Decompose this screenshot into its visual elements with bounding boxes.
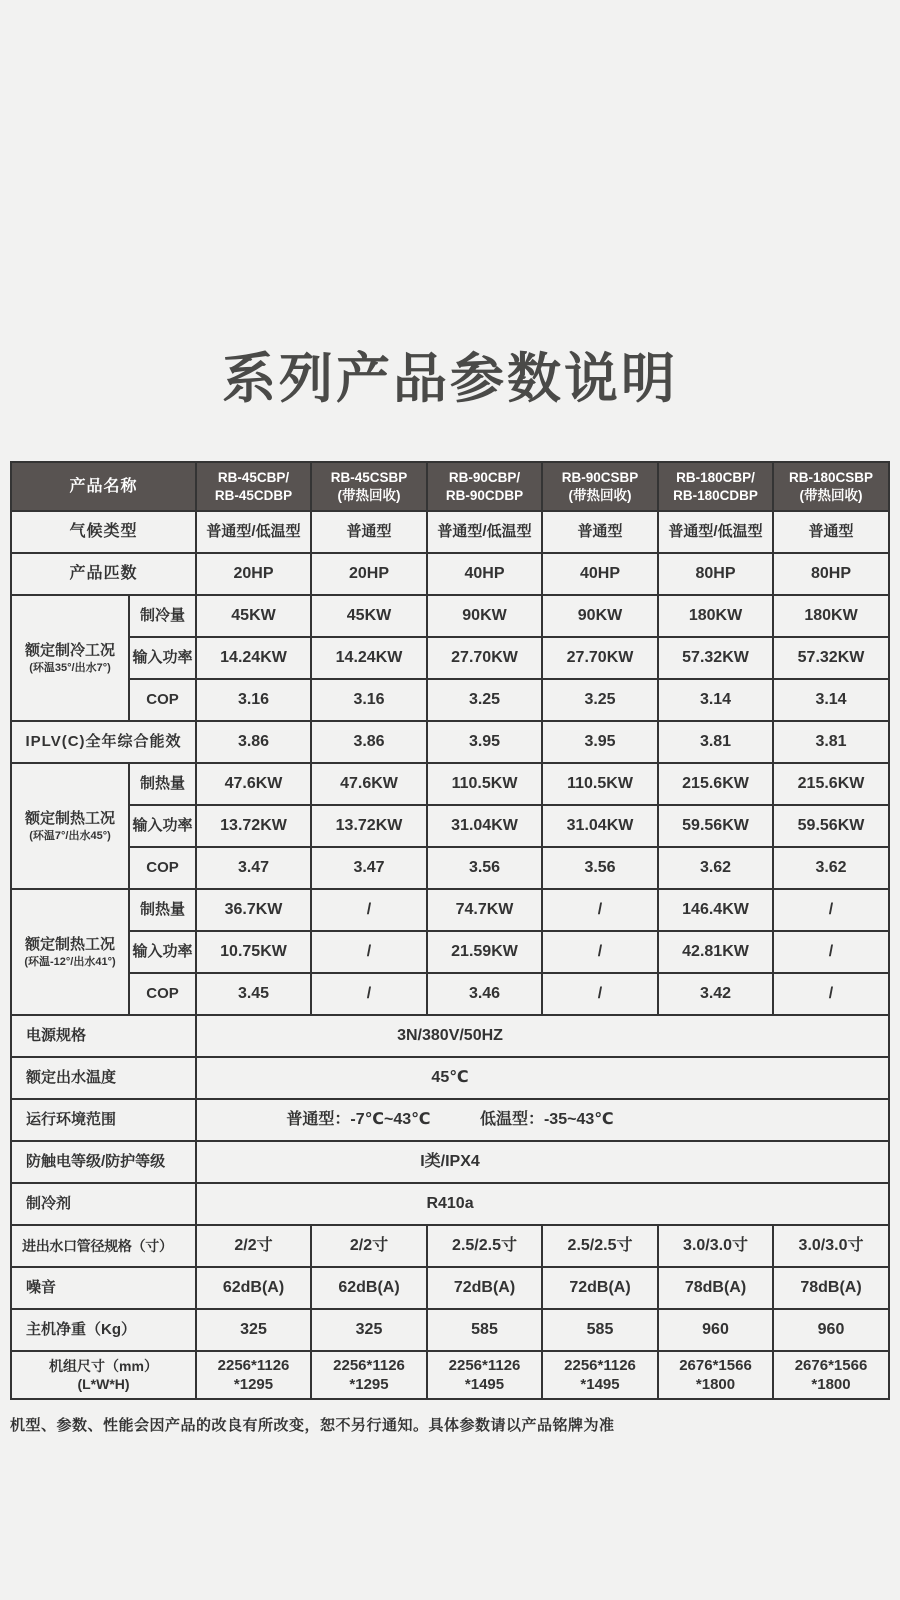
power-row [11, 1015, 889, 1057]
sub-row-label: 输入功率 [129, 931, 196, 973]
spec-value: 325 [311, 1309, 427, 1351]
spec-value: 72dB(A) [427, 1267, 542, 1309]
spec-value: 45KW [311, 595, 427, 637]
spec-value: / [542, 931, 658, 973]
sub-row-label: 制热量 [129, 889, 196, 931]
row-label: 噪音 [11, 1267, 196, 1309]
spec-value: / [773, 931, 889, 973]
spec-value: 3.16 [311, 679, 427, 721]
section-label: 额定制冷工况 (环温35°/出水7°) [11, 595, 129, 721]
spec-value: 普通型 [311, 511, 427, 553]
heating-std-cop-row [11, 847, 889, 889]
sub-row-label: 输入功率 [129, 637, 196, 679]
spec-value: 3.62 [658, 847, 773, 889]
spec-value: / [773, 973, 889, 1015]
spec-value: 215.6KW [658, 763, 773, 805]
row-label: 电源规格 [11, 1015, 196, 1057]
row-label: 额定出水温度 [11, 1057, 196, 1099]
spec-value: 3.14 [658, 679, 773, 721]
spec-value: 3.81 [773, 721, 889, 763]
spec-value: / [773, 889, 889, 931]
spec-value: 585 [542, 1309, 658, 1351]
refrigerant-row [11, 1183, 889, 1225]
section-label: 额定制热工况 (环温-12°/出水41°) [11, 889, 129, 1015]
spec-value: 47.6KW [311, 763, 427, 805]
spec-value: 36.7KW [196, 889, 311, 931]
section-condition: (环温-12°/出水41°) [24, 955, 116, 968]
spec-value: 110.5KW [427, 763, 542, 805]
spec-value: 3.56 [542, 847, 658, 889]
spec-value: 13.72KW [196, 805, 311, 847]
spec-value: 3.47 [311, 847, 427, 889]
spec-value: 3.95 [427, 721, 542, 763]
spec-value: 14.24KW [311, 637, 427, 679]
sub-row-label: 制热量 [129, 763, 196, 805]
spec-value: 146.4KW [658, 889, 773, 931]
spec-value: 普通型 [542, 511, 658, 553]
cooling-cop-row [11, 679, 889, 721]
spec-value: 57.32KW [773, 637, 889, 679]
spec-value: 960 [773, 1309, 889, 1351]
row-label: 防触电等级/防护等级 [11, 1141, 196, 1183]
spec-value: 90KW [427, 595, 542, 637]
spec-value: 普通型/低温型 [427, 511, 542, 553]
spec-value: 3.0/3.0寸 [658, 1225, 773, 1267]
iplv-row [11, 721, 889, 763]
spec-value: 2676*1566 *1800 [658, 1351, 773, 1399]
range-low: 低温型：-35~43℃ [479, 1111, 614, 1129]
cooling-input-row [11, 637, 889, 679]
spec-value: 80HP [658, 553, 773, 595]
spec-value: 80HP [773, 553, 889, 595]
spec-value: 2256*1126 *1295 [196, 1351, 311, 1399]
spec-value: 78dB(A) [773, 1267, 889, 1309]
spec-value: 180KW [773, 595, 889, 637]
spec-value: 3.46 [427, 973, 542, 1015]
spec-value: 72dB(A) [542, 1267, 658, 1309]
row-label: 机组尺寸（mm） (L*W*H) [11, 1351, 196, 1399]
row-label: 进出水口管径规格（寸） [11, 1225, 196, 1267]
spec-value: 110.5KW [542, 763, 658, 805]
row-label: IPLV(C)全年综合能效 [11, 721, 196, 763]
noise-row [11, 1267, 889, 1309]
row-label: 产品匹数 [11, 553, 196, 595]
spec-value: 3.42 [658, 973, 773, 1015]
spec-value: 78dB(A) [658, 1267, 773, 1309]
spec-value: 62dB(A) [196, 1267, 311, 1309]
spec-value: 74.7KW [427, 889, 542, 931]
spec-value-merged: 3N/380V/50HZ [196, 1015, 889, 1057]
spec-value: 3.45 [196, 973, 311, 1015]
heating-low-cop-row [11, 973, 889, 1015]
spec-value: 3.81 [658, 721, 773, 763]
spec-value: 3.86 [196, 721, 311, 763]
model-header: RB-45CSBP (带热回收) [311, 462, 427, 511]
spec-value: 42.81KW [658, 931, 773, 973]
spec-value: 2256*1126 *1295 [311, 1351, 427, 1399]
spec-value: / [311, 889, 427, 931]
spec-value: 3.95 [542, 721, 658, 763]
climate-row [11, 511, 889, 553]
model-header: RB-180CSBP (带热回收) [773, 462, 889, 511]
row-label: 运行环境范围 [11, 1099, 196, 1141]
spec-value: 21.59KW [427, 931, 542, 973]
corner-header: 产品名称 [11, 462, 196, 511]
spec-value: 180KW [658, 595, 773, 637]
table-header-row [11, 462, 889, 511]
spec-value: 13.72KW [311, 805, 427, 847]
spec-value: 2/2寸 [196, 1225, 311, 1267]
spec-value: / [542, 973, 658, 1015]
model-header: RB-180CBP/ RB-180CDBP [658, 462, 773, 511]
pipe-row [11, 1225, 889, 1267]
dims-sub-label: (L*W*H) [77, 1376, 130, 1393]
spec-value: 59.56KW [658, 805, 773, 847]
spec-value: 2.5/2.5寸 [542, 1225, 658, 1267]
spec-value: 普通型 [773, 511, 889, 553]
spec-value: 20HP [196, 553, 311, 595]
row-label: 制冷剂 [11, 1183, 196, 1225]
spec-value: 20HP [311, 553, 427, 595]
cooling-capacity-row [11, 595, 889, 637]
spec-value: 31.04KW [542, 805, 658, 847]
spec-value: / [542, 889, 658, 931]
spec-value: / [311, 973, 427, 1015]
spec-value: 31.04KW [427, 805, 542, 847]
spec-value: 10.75KW [196, 931, 311, 973]
dimensions-row [11, 1351, 889, 1399]
spec-value: 90KW [542, 595, 658, 637]
sub-row-label: COP [129, 847, 196, 889]
heating-std-input-row [11, 805, 889, 847]
spec-value: 3.14 [773, 679, 889, 721]
protection-row [11, 1141, 889, 1183]
page-title: 系列产品参数说明 [222, 349, 678, 409]
footnote: 机型、参数、性能会因产品的改良有所改变，恕不另行通知。具体参数请以产品铭牌为准 [10, 1417, 615, 1435]
spec-value-merged: R410a [196, 1183, 889, 1225]
spec-value: 3.16 [196, 679, 311, 721]
spec-value: 2256*1126 *1495 [427, 1351, 542, 1399]
spec-value: 27.70KW [542, 637, 658, 679]
spec-value: 960 [658, 1309, 773, 1351]
spec-value: 40HP [542, 553, 658, 595]
spec-value: 585 [427, 1309, 542, 1351]
spec-value: 325 [196, 1309, 311, 1351]
row-label: 主机净重（Kg） [11, 1309, 196, 1351]
spec-value: 47.6KW [196, 763, 311, 805]
spec-value: 3.25 [542, 679, 658, 721]
outlet-temp-row [11, 1057, 889, 1099]
hp-row [11, 553, 889, 595]
model-header: RB-90CBP/ RB-90CDBP [427, 462, 542, 511]
product-spec-table [10, 461, 890, 1400]
heating-low-capacity-row [11, 889, 889, 931]
spec-value: 59.56KW [773, 805, 889, 847]
spec-value: 普通型/低温型 [658, 511, 773, 553]
spec-value: 2.5/2.5寸 [427, 1225, 542, 1267]
spec-value: / [311, 931, 427, 973]
spec-value: 3.47 [196, 847, 311, 889]
spec-value: 40HP [427, 553, 542, 595]
heating-std-capacity-row [11, 763, 889, 805]
spec-value: 2256*1126 *1495 [542, 1351, 658, 1399]
sub-row-label: COP [129, 679, 196, 721]
section-condition: (环温35°/出水7°) [29, 661, 111, 674]
section-label: 额定制热工况 (环温7°/出水45°) [11, 763, 129, 889]
operating-range-row [11, 1099, 889, 1141]
spec-value: 3.25 [427, 679, 542, 721]
weight-row [11, 1309, 889, 1351]
section-condition: (环温7°/出水45°) [29, 829, 111, 842]
spec-value: 3.86 [311, 721, 427, 763]
spec-value: 3.56 [427, 847, 542, 889]
spec-value: 3.62 [773, 847, 889, 889]
spec-value: 62dB(A) [311, 1267, 427, 1309]
range-normal: 普通型：-7℃~43℃ [286, 1111, 431, 1129]
spec-value: 57.32KW [658, 637, 773, 679]
spec-value-merged: 45℃ [196, 1057, 889, 1099]
model-header: RB-45CBP/ RB-45CDBP [196, 462, 311, 511]
heating-low-input-row [11, 931, 889, 973]
sub-row-label: 制冷量 [129, 595, 196, 637]
spec-value: 3.0/3.0寸 [773, 1225, 889, 1267]
spec-value: 45KW [196, 595, 311, 637]
spec-value: 27.70KW [427, 637, 542, 679]
model-header: RB-90CSBP (带热回收) [542, 462, 658, 511]
spec-value: 2/2寸 [311, 1225, 427, 1267]
sub-row-label: 输入功率 [129, 805, 196, 847]
spec-value: 普通型/低温型 [196, 511, 311, 553]
spec-value: 215.6KW [773, 763, 889, 805]
spec-value-merged [196, 1099, 889, 1141]
spec-value: 2676*1566 *1800 [773, 1351, 889, 1399]
row-label: 气候类型 [11, 511, 196, 553]
spec-value-merged: I类/IPX4 [196, 1141, 889, 1183]
spec-value: 14.24KW [196, 637, 311, 679]
sub-row-label: COP [129, 973, 196, 1015]
